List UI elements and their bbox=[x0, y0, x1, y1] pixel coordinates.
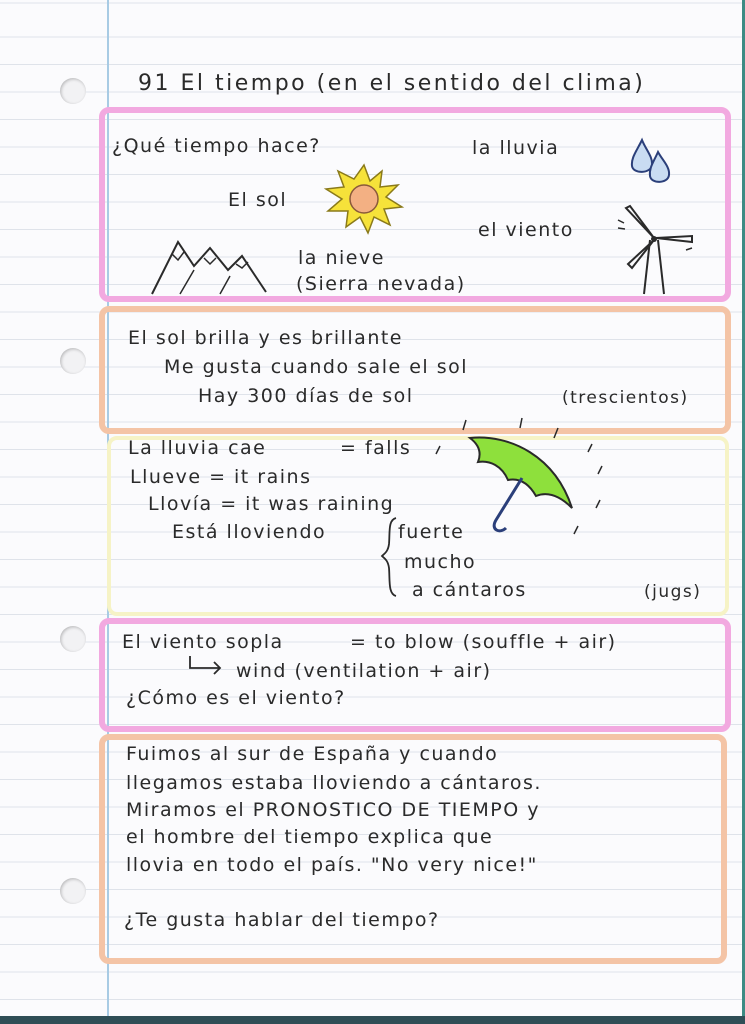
punch-hole bbox=[60, 626, 86, 652]
rain-drops-icon bbox=[628, 136, 674, 188]
wind-line-1: El viento sopla bbox=[122, 631, 284, 653]
rain-line-1-gloss: = falls bbox=[340, 437, 412, 459]
punch-hole bbox=[60, 78, 86, 104]
story-line-4: el hombre del tiempo explica que bbox=[126, 826, 494, 848]
label-viento: el viento bbox=[478, 219, 574, 241]
story-line-2: llegamos estaba lloviendo a cántaros. bbox=[126, 772, 542, 794]
label-sierra: (Sierra nevada) bbox=[296, 273, 466, 295]
wind-turbine-icon bbox=[616, 202, 696, 298]
scan-edge bbox=[0, 1016, 745, 1024]
mountains-icon bbox=[150, 236, 270, 296]
story-question: ¿Te gusta hablar del tiempo? bbox=[124, 909, 440, 931]
page-title: 91 El tiempo (en el sentido del clima) bbox=[138, 71, 646, 96]
rain-option-1: fuerte bbox=[398, 521, 465, 543]
option-brace bbox=[380, 516, 400, 598]
arrow-icon bbox=[186, 654, 226, 676]
rain-note: (jugs) bbox=[644, 582, 702, 602]
label-lluvia: la lluvia bbox=[472, 137, 560, 159]
sun-line-3: Hay 300 días de sol bbox=[198, 385, 414, 407]
punch-hole bbox=[60, 878, 86, 904]
wind-question: ¿Cómo es el viento? bbox=[126, 687, 346, 709]
rain-line-2: Llueve = it rains bbox=[130, 466, 312, 488]
rain-line-1: La lluvia cae bbox=[128, 437, 267, 459]
story-line-5: llovia en todo el país. "No very nice!" bbox=[126, 854, 538, 876]
label-nieve: la nieve bbox=[298, 247, 385, 269]
sun-note: (trescientos) bbox=[562, 388, 689, 408]
question-weather: ¿Qué tiempo hace? bbox=[112, 135, 321, 157]
story-line-1: Fuimos al sur de España y cuando bbox=[126, 743, 499, 765]
punch-hole bbox=[60, 348, 86, 374]
rain-option-2: mucho bbox=[404, 551, 477, 573]
wind-line-1-gloss: = to blow (souffle + air) bbox=[350, 631, 617, 653]
sun-line-2: Me gusta cuando sale el sol bbox=[164, 356, 469, 378]
story-line-3: Miramos el PRONOSTICO DE TIEMPO y bbox=[126, 799, 540, 821]
rain-line-3: Llovía = it was raining bbox=[148, 493, 395, 515]
rain-line-4: Está lloviendo bbox=[172, 521, 327, 543]
sun-line-1: El sol brilla y es brillante bbox=[128, 327, 404, 349]
umbrella-icon bbox=[430, 414, 620, 554]
wind-line-2: wind (ventilation + air) bbox=[236, 660, 492, 682]
rain-option-3: a cántaros bbox=[412, 579, 527, 601]
sun-icon bbox=[320, 163, 406, 235]
label-sol: El sol bbox=[228, 189, 288, 211]
